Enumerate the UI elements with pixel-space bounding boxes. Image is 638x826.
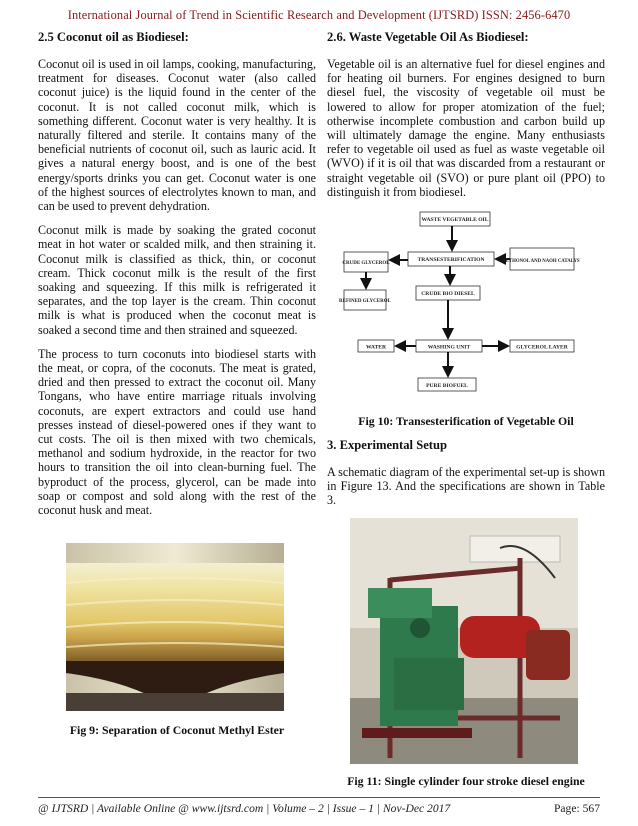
diagram-glycerol-layer: GLYCEROL LAYER xyxy=(516,344,568,351)
section-heading-setup: 3. Experimental Setup xyxy=(327,438,447,452)
page-number: Page: 567 xyxy=(553,802,600,815)
diagram-transesterification: TRANSESTERIFICATION xyxy=(417,257,485,263)
section-heading-wvo: 2.6. Waste Vegetable Oil As Biodiesel: xyxy=(327,30,529,44)
paragraph: The process to turn coconuts into biodiesel starts with the meat, or copra, of the coconuts. The meat is grated, dried and then pressed to extract the coconut oil. Many Tongans, who have entire marriage rituals involving coconuts, are expert extractors and could use hand presses instead of diesel-powered ones if they want to cut costs. The oil is then mixed with two chemicals, methanol and sodium hydroxide, in the reactor for two hours to transition the oil into clean-burning fuel. The byproduct of the process, glycerol, can be made into soap or compost and sold along with the rest of the coconut husk and meat. xyxy=(38,346,316,518)
diagram-crude-biodiesel: CRUDE BIO DIESEL xyxy=(421,291,475,297)
paragraph: Vegetable oil is an alternative fuel for diesel engines and for heating oil burners. For engines designed to burn diesel fuel, the viscosity of vegetable oil must be lowered to allow for proper atomization of the fuel; otherwise incomplete combustion and carbon build up will ultimately damage the engine. Many enthusiasts refer to vegetable oil used as fuel as waste vegetable oil (WVO) if it is oil that was discarded from a restaurant or straight vegetable oil (SVO) or pure plant oil (PPO) to distinguish it from biodiesel. xyxy=(327,57,605,199)
diagram-washing-unit: WASHING UNIT xyxy=(427,344,471,351)
left-column xyxy=(38,30,316,527)
figure-11-caption: Fig 11: Single cylinder four stroke diesel engine xyxy=(347,774,585,788)
diesel-engine-photo xyxy=(350,518,578,764)
section-experimental-setup xyxy=(327,438,605,518)
figure-10-caption: Fig 10: Transesterification of Vegetable Oil xyxy=(358,414,574,428)
figure-9-caption: Fig 9: Separation of Coconut Methyl Ester xyxy=(69,723,285,737)
diagram-waste-oil: WASTE VEGETABLE OIL xyxy=(421,217,489,223)
journal-header: International Journal of Trend in Scientific Research and Development (IJTSRD) ISSN: 2456-6470 xyxy=(67,8,571,22)
transesterification-diagram xyxy=(338,208,580,394)
paragraph: Coconut milk is made by soaking the grated coconut meat in hot water or scalded milk, and then straining it. Coconut milk is classified as thick, thin, or coconut cream. Thick coconut milk is the result of the first soaking and squeezing. If this milk is refrigerated it separates, and the top layer is the cream. Thin coconut milk is what is produced when the coconut meat is soaked a second time and then strained and squeezed. xyxy=(38,223,316,337)
coconut-ester-photo xyxy=(66,543,284,711)
paragraph: A schematic diagram of the experimental set-up is shown in Figure 13. And the specifications are shown in Table 3. xyxy=(327,465,605,508)
page-footer xyxy=(38,797,600,815)
diagram-methanol-catalyst: METHONOL AND NAOH CATALYST xyxy=(501,259,580,264)
section-heading-coconut: 2.5 Coconut oil as Biodiesel: xyxy=(38,30,189,44)
paragraph: Coconut oil is used in oil lamps, cooking, manufacturing, treatment for diseases. Coconut water (also called coconut juice) is the liquid found in the center of the coconut. It is not called coconut milk, which is something different. Coconut water is very healthy. It is naturally filtered and sterile. It contains many of the beneficial nutrients of coconut oil, such as lauric acid. It gives a natural energy boost, and is one of the best energy/sports drinks you can get. Coconut water is one of the highest sources of electrolytes known to man, and can be used to prevent dehydration. xyxy=(38,57,316,214)
diagram-refined-glycerol: REFINED GLYCEROL xyxy=(339,299,391,304)
diagram-water: WATER xyxy=(365,344,387,351)
diagram-pure-biofuel: PURE BIOFUEL xyxy=(426,383,468,389)
footer-journal-info: @ IJTSRD | Available Online @ www.ijtsrd.com | Volume – 2 | Issue – 1 | Nov-Dec 2017 xyxy=(38,802,451,815)
diagram-crude-glycerol: CRUDE GLYCEROL xyxy=(342,261,390,266)
right-column xyxy=(327,30,605,209)
